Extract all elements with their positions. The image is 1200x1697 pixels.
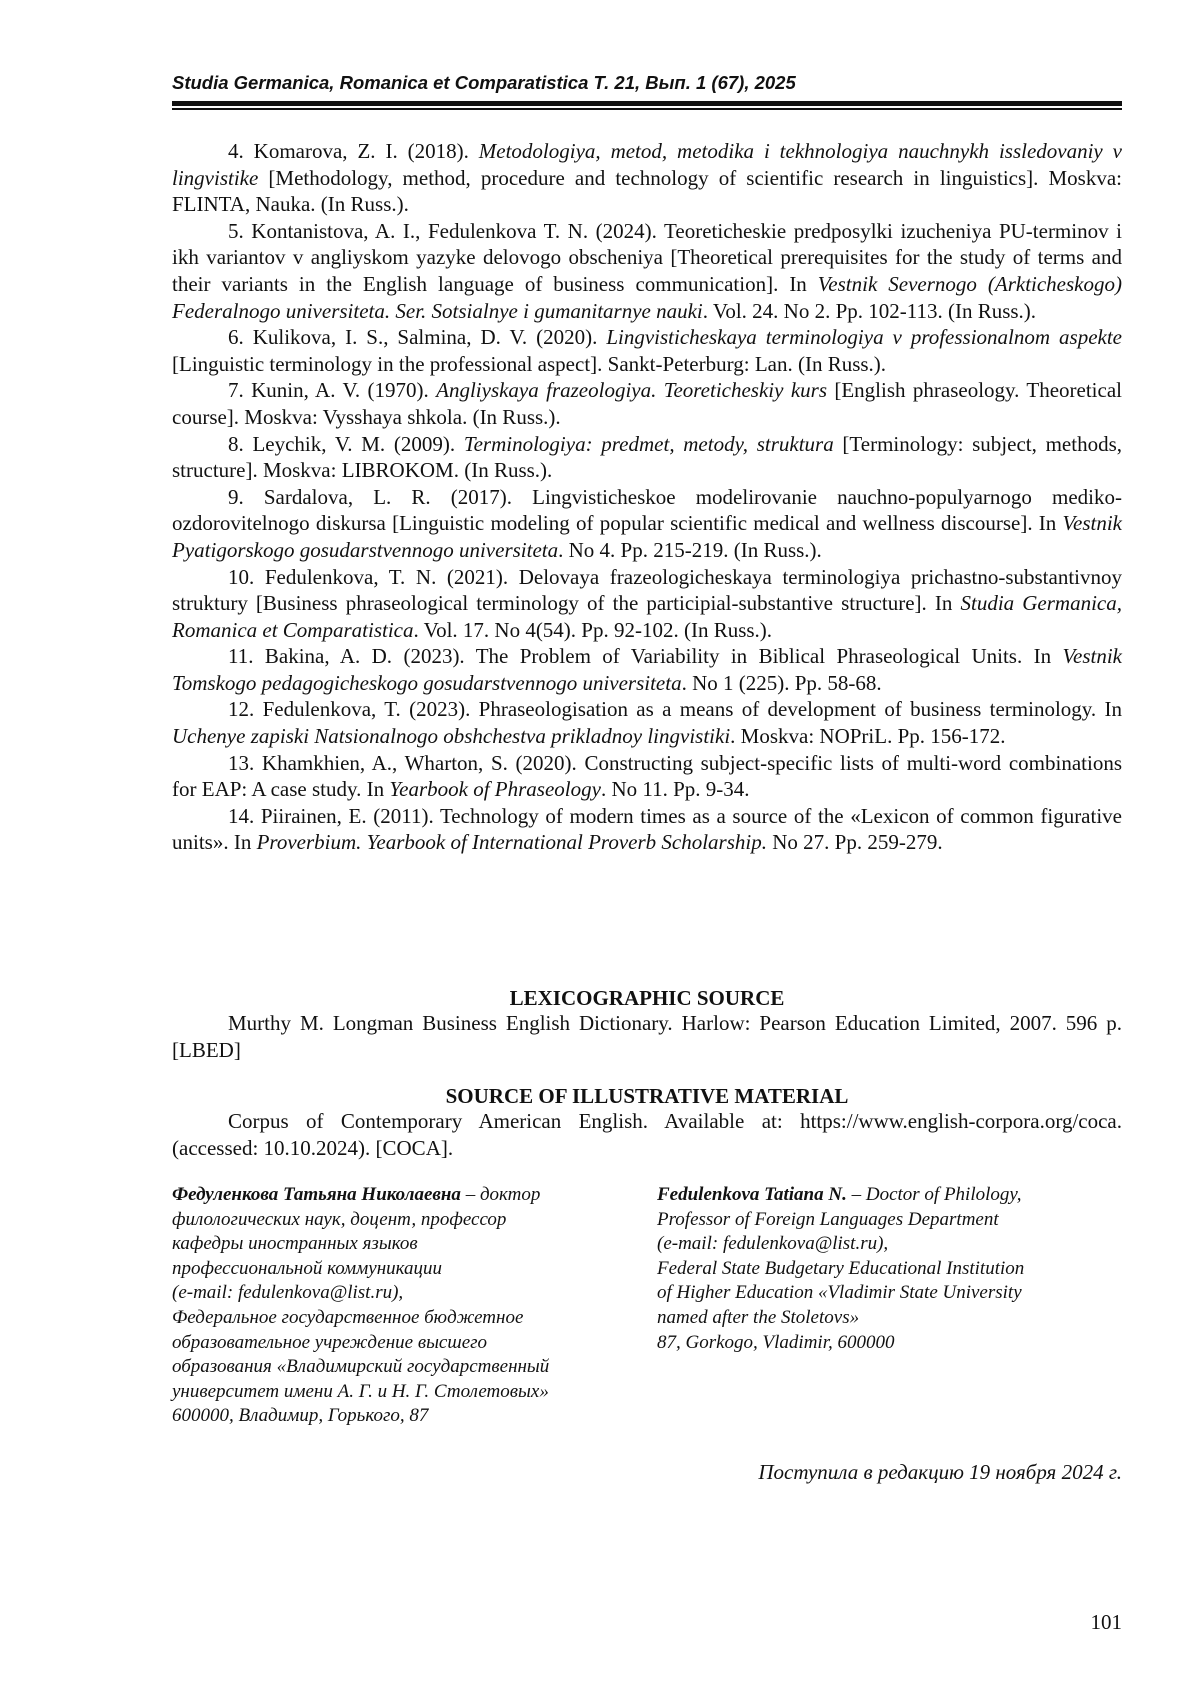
author-line: филологических наук, доцент, профессор — [172, 1208, 507, 1230]
lexicographic-source-title: LEXICOGRAPHIC SOURCE — [509, 986, 785, 1010]
author-line: университет имени А. Г. и Н. Г. Столетовых» — [172, 1380, 549, 1402]
reference-list — [172, 138, 1122, 856]
author-info-russian — [172, 1183, 642, 1429]
author-info-english — [657, 1183, 1122, 1355]
reference-item — [172, 324, 1122, 377]
author-line: Professor of Foreign Languages Department — [657, 1208, 999, 1230]
reference-lead: 7. Kunin, A. V. (1970). — [228, 378, 437, 403]
reference-tail: . Moskva: NOPriL. Pp. 156-172. — [730, 724, 1006, 749]
author-name-en: Fedulenkova Tatiana N. — [657, 1184, 847, 1205]
reference-title: Vestnik Severnogo (Arkticheskogo) Federalnogo universiteta. Ser. Sotsialnye i gumanitarnye nauki — [172, 271, 1122, 323]
illustrative-source-title: SOURCE OF ILLUSTRATIVE MATERIAL — [445, 1084, 849, 1108]
reference-tail: [Linguistic terminology in the professional aspect]. Sankt-Peterburg: Lan. (In Russ.). — [172, 351, 887, 376]
author-line: образования «Владимирский государственный — [172, 1356, 550, 1378]
reference-item — [172, 431, 1122, 484]
reference-tail: [English phraseology. Theoretical course]. Moskva: Vysshaya shkola. (In Russ.). — [172, 378, 1122, 429]
reference-title: Vestnik Pyatigorskogo gosudarstvennogo universiteta — [172, 511, 1122, 562]
reference-item — [172, 803, 1122, 856]
reference-tail: . No 11. Pp. 9-34. — [600, 777, 750, 802]
reference-tail: . No 1 (225). Pp. 58-68. — [681, 670, 882, 695]
author-line: Федеральное государственное бюджетное — [172, 1306, 524, 1328]
reference-item — [172, 484, 1122, 564]
reference-lead: 4. Komarova, Z. I. (2018). — [228, 139, 479, 163]
author-line: (e-mail: fedulenkova@list.ru), — [172, 1282, 404, 1304]
reference-lead: 9. Sardalova, L. R. (2017). Lingvisticheskoe modelirovanie nauchno-populyarnogo mediko-ozdorovitelnogo diskursa [Linguistic modeling of popular scientific medical and wellness discourse]. In — [172, 484, 1122, 536]
header-rule-thick — [172, 101, 1122, 106]
page-number: 101 — [1090, 1610, 1122, 1634]
author-line: профессиональной коммуникации — [172, 1257, 443, 1279]
journal-header: Studia Germanica, Romanica et Comparatistica Т. 21, Вып. 1 (67), 2025 — [172, 72, 796, 93]
reference-tail: [Terminology: subject, methods, structure]. Moskva: LIBROKOM. (In Russ.). — [172, 431, 1122, 483]
reference-title: Uchenye zapiski Natsionalnogo obshchestva prikladnoy lingvistiki — [172, 724, 731, 749]
reference-tail: . Vol. 17. No 4(54). Pp. 92-102. (In Russ.). — [413, 617, 773, 642]
reference-item — [172, 218, 1122, 324]
reference-title: Vestnik Tomskogo pedagogicheskogo gosudarstvennogo universiteta — [172, 644, 1122, 695]
reference-item — [172, 138, 1122, 218]
reference-title: Yearbook of Phraseology — [389, 777, 601, 802]
reference-lead: 5. Kontanistova, A. I., Fedulenkova T. N. (2024). Teoreticheskie predposylki izucheniya PU-terminov i ikh variantov v angliyskom yazyke delovogo obscheniya [Theoretical prerequisites for the study of terms and their variants in the English language of business communication]. In — [172, 218, 1122, 296]
author-name-ru: Федуленкова Татьяна Николаевна — [172, 1184, 461, 1205]
reference-lead: 10. Fedulenkova, T. N. (2021). Delovaya frazeologicheskaya terminologiya prichastno-substantivnoy struktury [Business phraseological terminology of the participial-substantive structure]. In — [172, 564, 1122, 616]
reference-title: Metodologiya, metod, metodika i tekhnologiya nauchnykh issledovaniy v lingvistike — [172, 139, 1122, 190]
reference-title: Proverbium. Yearbook of International Proverb Scholarship. — [256, 830, 767, 855]
reference-lead: 6. Kulikova, I. S., Salmina, D. V. (2020). — [228, 325, 607, 350]
reference-tail: . Vol. 24. No 2. Pp. 102-113. (In Russ.). — [702, 298, 1037, 323]
author-line: (e-mail: fedulenkova@list.ru), — [657, 1233, 889, 1255]
reference-title: Studia Germanica, Romanica et Comparatistica — [172, 591, 1122, 642]
reference-tail: . No 4. Pp. 215-219. (In Russ.). — [558, 537, 822, 562]
reference-item — [172, 643, 1122, 696]
author-line: – доктор — [460, 1184, 541, 1205]
reference-title: Terminologiya: predmet, metody, struktura — [463, 431, 834, 456]
author-line: Federal State Budgetary Educational Institution — [657, 1257, 1025, 1279]
reference-lead: 14. Piirainen, E. (2011). Technology of modern times as a source of the «Lexicon of common figurative units». In — [172, 803, 1122, 855]
reference-lead: 11. Bakina, A. D. (2023). The Problem of Variability in Biblical Phraseological Units. In — [228, 644, 1063, 669]
reference-title: Angliyskaya frazeologiya. Teoreticheskiy kurs — [436, 378, 827, 403]
reference-item — [172, 377, 1122, 430]
reference-title: Lingvisticheskaya terminologiya v professionalnom aspekte — [606, 325, 1122, 350]
lexicographic-source-text: Murthy M. Longman Business English Dictionary. Harlow: Pearson Education Limited, 2007. 596 p. [LBED] — [172, 1011, 1122, 1062]
header-rule-thin — [172, 108, 1122, 110]
author-line: 87, Gorkogo, Vladimir, 600000 — [657, 1331, 895, 1353]
reference-lead: 12. Fedulenkova, T. (2023). Phraseologisation as a means of development of business terminology. In — [228, 697, 1122, 722]
illustrative-source-text: Corpus of Contemporary American English. Available at: https://www.english-corpora.org/coca. (accessed: 10.10.2024). [COCA]. — [172, 1109, 1122, 1160]
received-date: Поступила в редакцию 19 ноября 2024 г. — [758, 1460, 1122, 1484]
author-line: named after the Stoletovs» — [657, 1306, 860, 1328]
reference-lead: 13. Khamkhien, A., Wharton, S. (2020). Constructing subject-specific lists of multi-word combinations for EAP: A case study. In — [172, 750, 1122, 802]
author-line: кафедры иностранных языков — [172, 1233, 418, 1255]
author-line: – Doctor of Philology, — [846, 1184, 1022, 1205]
reference-item — [172, 696, 1122, 749]
reference-item — [172, 750, 1122, 803]
author-line: 600000, Владимир, Горького, 87 — [172, 1405, 429, 1427]
reference-lead: 8. Leychik, V. M. (2009). — [228, 431, 464, 456]
author-line: of Higher Education «Vladimir State University — [657, 1282, 1022, 1304]
reference-tail: [Methodology, method, procedure and technology of scientific research in linguistics]. Moskva: FLINTA, Nauka. (In Russ.). — [172, 165, 1122, 217]
reference-item — [172, 564, 1122, 644]
author-line: образовательное учреждение высшего — [172, 1331, 488, 1353]
reference-tail: No 27. Pp. 259-279. — [766, 830, 943, 855]
